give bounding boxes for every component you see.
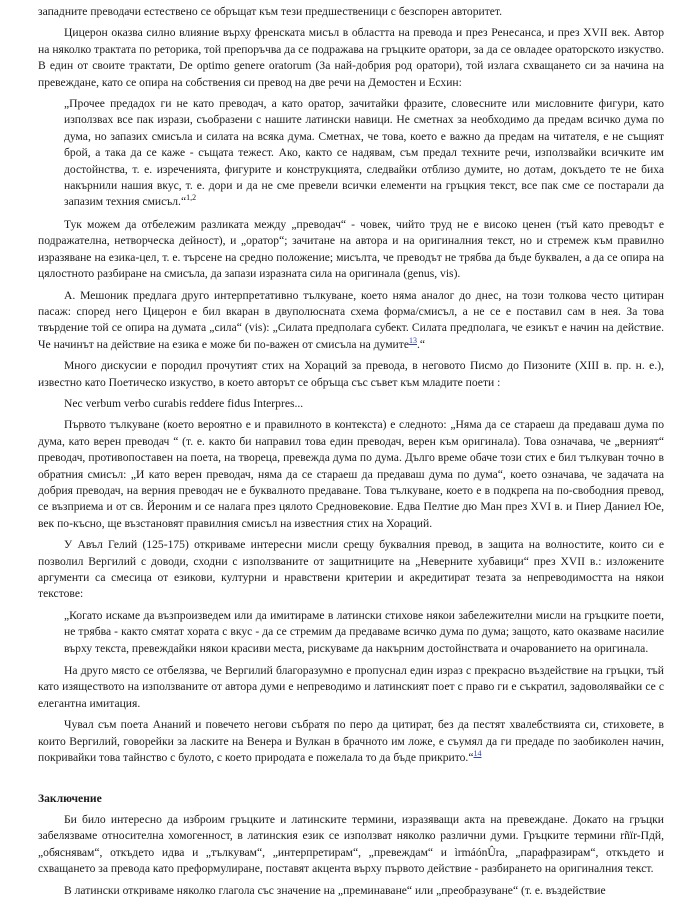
footnote-link-14[interactable]: 14 bbox=[473, 749, 482, 759]
paragraph-meschonnic bbox=[38, 288, 664, 354]
paragraph-meschonnic-end: .“ bbox=[416, 337, 426, 351]
document-page bbox=[38, 4, 664, 904]
paragraph-meschonnic-text: А. Мешоник предлага друго интерпретативно тълкуване, което няма аналог до днес, на този толкова често цитиран пасаж: според него Цицерон е бил вкаран в двуполюсната схема форма/смисъл, а не се е поставил сам в нея. За това твърдение той се опира на думата „сила“ (vis): „Силата предполага субект. Силата предполага, че езикът е начин на действие. Че начинът на действие на езика е може би по-важен от смисъла на думите bbox=[38, 288, 664, 351]
footnote-marker-1-2: 1,2 bbox=[186, 193, 197, 203]
paragraph-ananius bbox=[38, 717, 664, 766]
paragraph-cicero: Цицерон оказва силно влияние върху френската мисъл в областта на превода и през Ренесанса, и през XVII век. Автор на няколко трактата по реторика, той препоръчва да се подражава на гръцките оратори, за да се овладее ораторското изкуство. В един от своите трактати, De optimo genere oratorum (За най-добрия род оратори), той излага схващането си за начина на превеждане, като се опира на собствения си превод на две речи на Демостен и Есхин: bbox=[38, 26, 664, 89]
paragraph-horace: Много дискусии е породил прочутият стих на Хораций за превода, в неговото Писмо до Пизоните (XIII в. пр. н. е.), известно като Поетическо изкуство, в което авторът се обръща със съвет към младите поети : bbox=[38, 359, 664, 389]
paragraph-translator-vs-orator: Тук можем да отбележим разликата между „преводач“ - човек, чийто труд не е високо ценен (тъй като преводът е подражателна, нетворческа дейност), и „оратор“; зачитане на автора и на оригиналния текст, но и стремеж към правилно изразяване на езика-цел, т. е. търсене на средно положение; мисълта, че преводът не трябва да бъде буквален, а да се опира на цялостното разбиране на смисъла, да запази изразната сила на оригинала (genus, vis). bbox=[38, 217, 664, 281]
quote-cicero-text: „Прочее предадох ги не като преводач, а като оратор, зачитайки фразите, словесните или мисловните фигури, като използвах все пак изрази, съобразени с нашите латински навици. Не сметнах за необходимо да предам всичко дума по дума, но запазих смисъла и силата на всяка дума. Сметнах, че това, което е важно да предам на читателя, е не същият брой, а така да се каже - същата тежест. Ако, както се надявам, съм предал техните речи, използвайки всичките им достойнства, т. е. изреченията, фигурите и конструкцията, следвайки отблизо думите, но дотам, докъдето те не биха накърнили нашия вкус, т. е. дори и да не сме превели всички елементи на гръцкия текст, все пак сме се постарали да запазим техния смисъл.“ bbox=[64, 97, 664, 209]
paragraph-conclusion-terms: Би било интересно да изброим гръцките и латинските термини, изразяващи акта на превеждане. Докато на гръцки забелязваме относителна хомогенност, в латинския език се използват няколко различни думи. Гръцките термини rñïr-Пдй, „обяснявам“, откъдето идва и „тълкувам“, „интерпретирам“, „превеждам“ и ìrmáónÛra, „парафразирам“, откъдето и схващането за превода като преформулиране, поставят акцента върху първото действие - разбирането на оригиналния текст. bbox=[38, 812, 664, 876]
quote-gellius: „Когато искаме да възпроизведем или да имитираме в латински стихове някои забележителни мисли на гръцките поети, не трябва - както смятат хората с вкус - да се стремим да предаваме всичко дума по дума; защото, като оказваме насилие върху текста, превеждайки някои красиви места, рискуваме да накърним достойнствата и очарованието на оригинала. bbox=[64, 608, 664, 655]
paragraph-ananius-text: Чувал съм поета Ананий и повечето негови събратя по перо да цитират, без да пестят хвалебствията си, стиховете, в които Вергилий, говорейки за ласките на Венера и Вулкан в брачното им ложе, е съумял да ги предаде по заобиколен начин, покривайки това тайнство с булото, с което природата е пожелала то да бъде прикрито.“ bbox=[38, 718, 664, 765]
paragraph-intro: западните преводачи естествено се обръщат към тези предшественици с безспорен авторитет. bbox=[38, 5, 502, 18]
section-heading-conclusion: Заключение bbox=[38, 792, 102, 806]
footnote-link-13[interactable]: 13 bbox=[408, 335, 417, 345]
paragraph-aulus-gellius: У Авъл Гелий (125-175) откриваме интересни мисли срещу буквалния превод, в защита на волностите, които си е позволил Вергилий с доводи, сходни с използваните от защитниците на „Неверните хубавици“ през XVII в.: изложените аргументи са смесица от езикови, културни и нравствени критерии и акредитират тезата за непреводимостта на някои текстове: bbox=[38, 538, 664, 601]
latin-verse: Nec verbum verbo curabis reddere fidus Interpres... bbox=[64, 396, 304, 410]
paragraph-interpretation: Първото тълкуване (което вероятно е и правилното в контекста) е следното: „Няма да се стараеш да предаваш дума по дума, като верен преводач “ (т. е. както би направил това един преводач, верен към оригинала). Това означава, че „верният“ преводач, противопоставен на поета, на твореца, превежда дума по дума. Дълго време обаче този стих е бил тълкуван точно в обратния смисъл: „И като верен преводач, няма да се стараеш да предаваш дума по дума“, което означава, че задачата на добрия преводач, на верния преводач не е буквалното предаване. Това тълкуване, което е в подкрепа на по-свободния превод, се възприема и от св. Йероним и се налага през цялото Средновековие. Едва Пелтие дю Ман през XVI в. и Пиер Даниел Юе, век по-късно, ще възстановят правилния смисъл на известния стих на Хораций. bbox=[38, 418, 664, 530]
paragraph-conclusion-latin: В латински откриваме няколко глагола със значение на „преминаване“ или „преобразуване“ (т. е. въздействие bbox=[64, 883, 606, 897]
quote-cicero bbox=[64, 96, 664, 211]
section-spacer bbox=[38, 771, 664, 791]
paragraph-virgil: На друго място се отбелязва, че Вергилий благоразумно е пропуснал един израз с прекрасно въздействие на гръцки, тъй като изяществото на използваните от автора думи е непреводимо и латинският поет с право ги е съкратил, задоволявайки се с елегантна имитация. bbox=[38, 664, 664, 710]
